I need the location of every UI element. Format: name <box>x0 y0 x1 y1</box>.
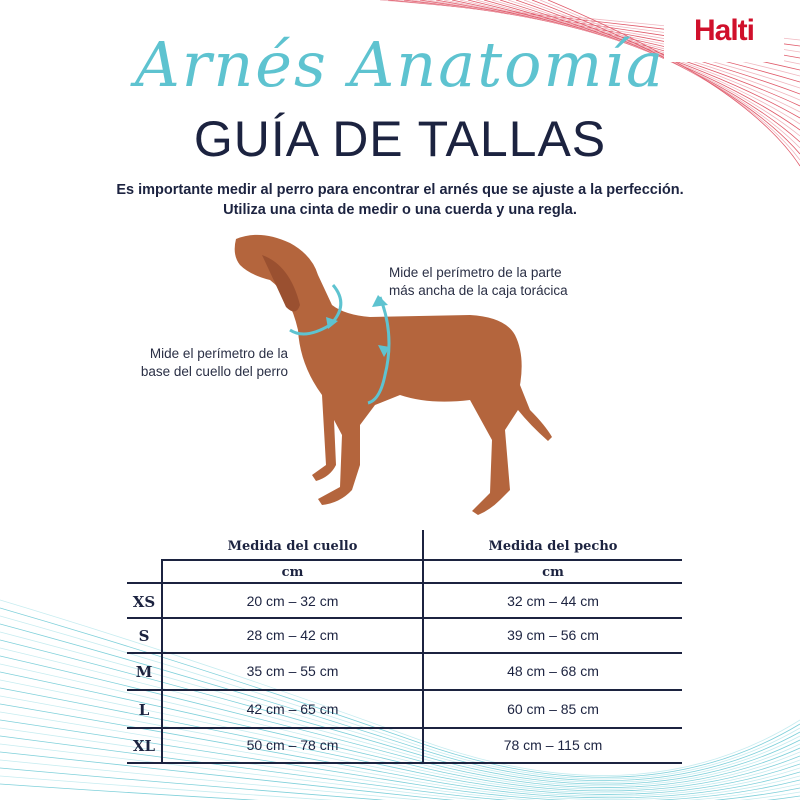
neck-range: 50 cm – 78 cm <box>246 737 339 753</box>
neck-range: 35 cm – 55 cm <box>246 663 339 679</box>
neck-measure-note: Mide el perímetro de la base del cuello del perro <box>140 346 288 379</box>
size-label: XL <box>132 737 156 755</box>
script-title: Arnés Anatomía <box>134 28 666 101</box>
size-label: S <box>138 627 150 645</box>
table-divider <box>127 652 682 654</box>
size-label: M <box>135 663 153 681</box>
size-label: XS <box>132 593 156 611</box>
size-label: L <box>138 701 150 719</box>
unit-label: cm <box>542 565 564 580</box>
neck-range: 42 cm – 65 cm <box>246 701 339 717</box>
chest-range: 39 cm – 56 cm <box>507 627 599 643</box>
chest-range: 32 cm – 44 cm <box>507 593 599 609</box>
column-header-chest: Medida del pecho <box>488 539 618 554</box>
unit-label: cm <box>281 565 304 580</box>
chest-range: 48 cm – 68 cm <box>507 663 599 679</box>
table-divider <box>127 617 682 619</box>
chest-range: 78 cm – 115 cm <box>503 737 603 753</box>
table-divider <box>127 582 682 584</box>
table-divider <box>127 689 682 691</box>
neck-range: 20 cm – 32 cm <box>246 593 339 609</box>
table-divider <box>161 560 163 764</box>
table-divider <box>127 762 682 764</box>
intro-text: Es importante medir al perro para encontrar el arnés que se ajuste a la perfección. Utiliza una cinta de medir o una cuerda y una regla. <box>116 182 684 218</box>
chest-range: 60 cm – 85 cm <box>507 701 599 717</box>
chest-measure-note: Mide el perímetro de la parte más ancha de la caja torácica <box>389 265 568 298</box>
column-header-neck: Medida del cuello <box>227 539 358 554</box>
page-title: GUÍA DE TALLAS <box>193 111 607 167</box>
table-divider <box>161 559 682 561</box>
table-divider <box>127 727 682 729</box>
halti-logo: Halti <box>664 0 784 62</box>
neck-range: 28 cm – 42 cm <box>246 627 339 643</box>
